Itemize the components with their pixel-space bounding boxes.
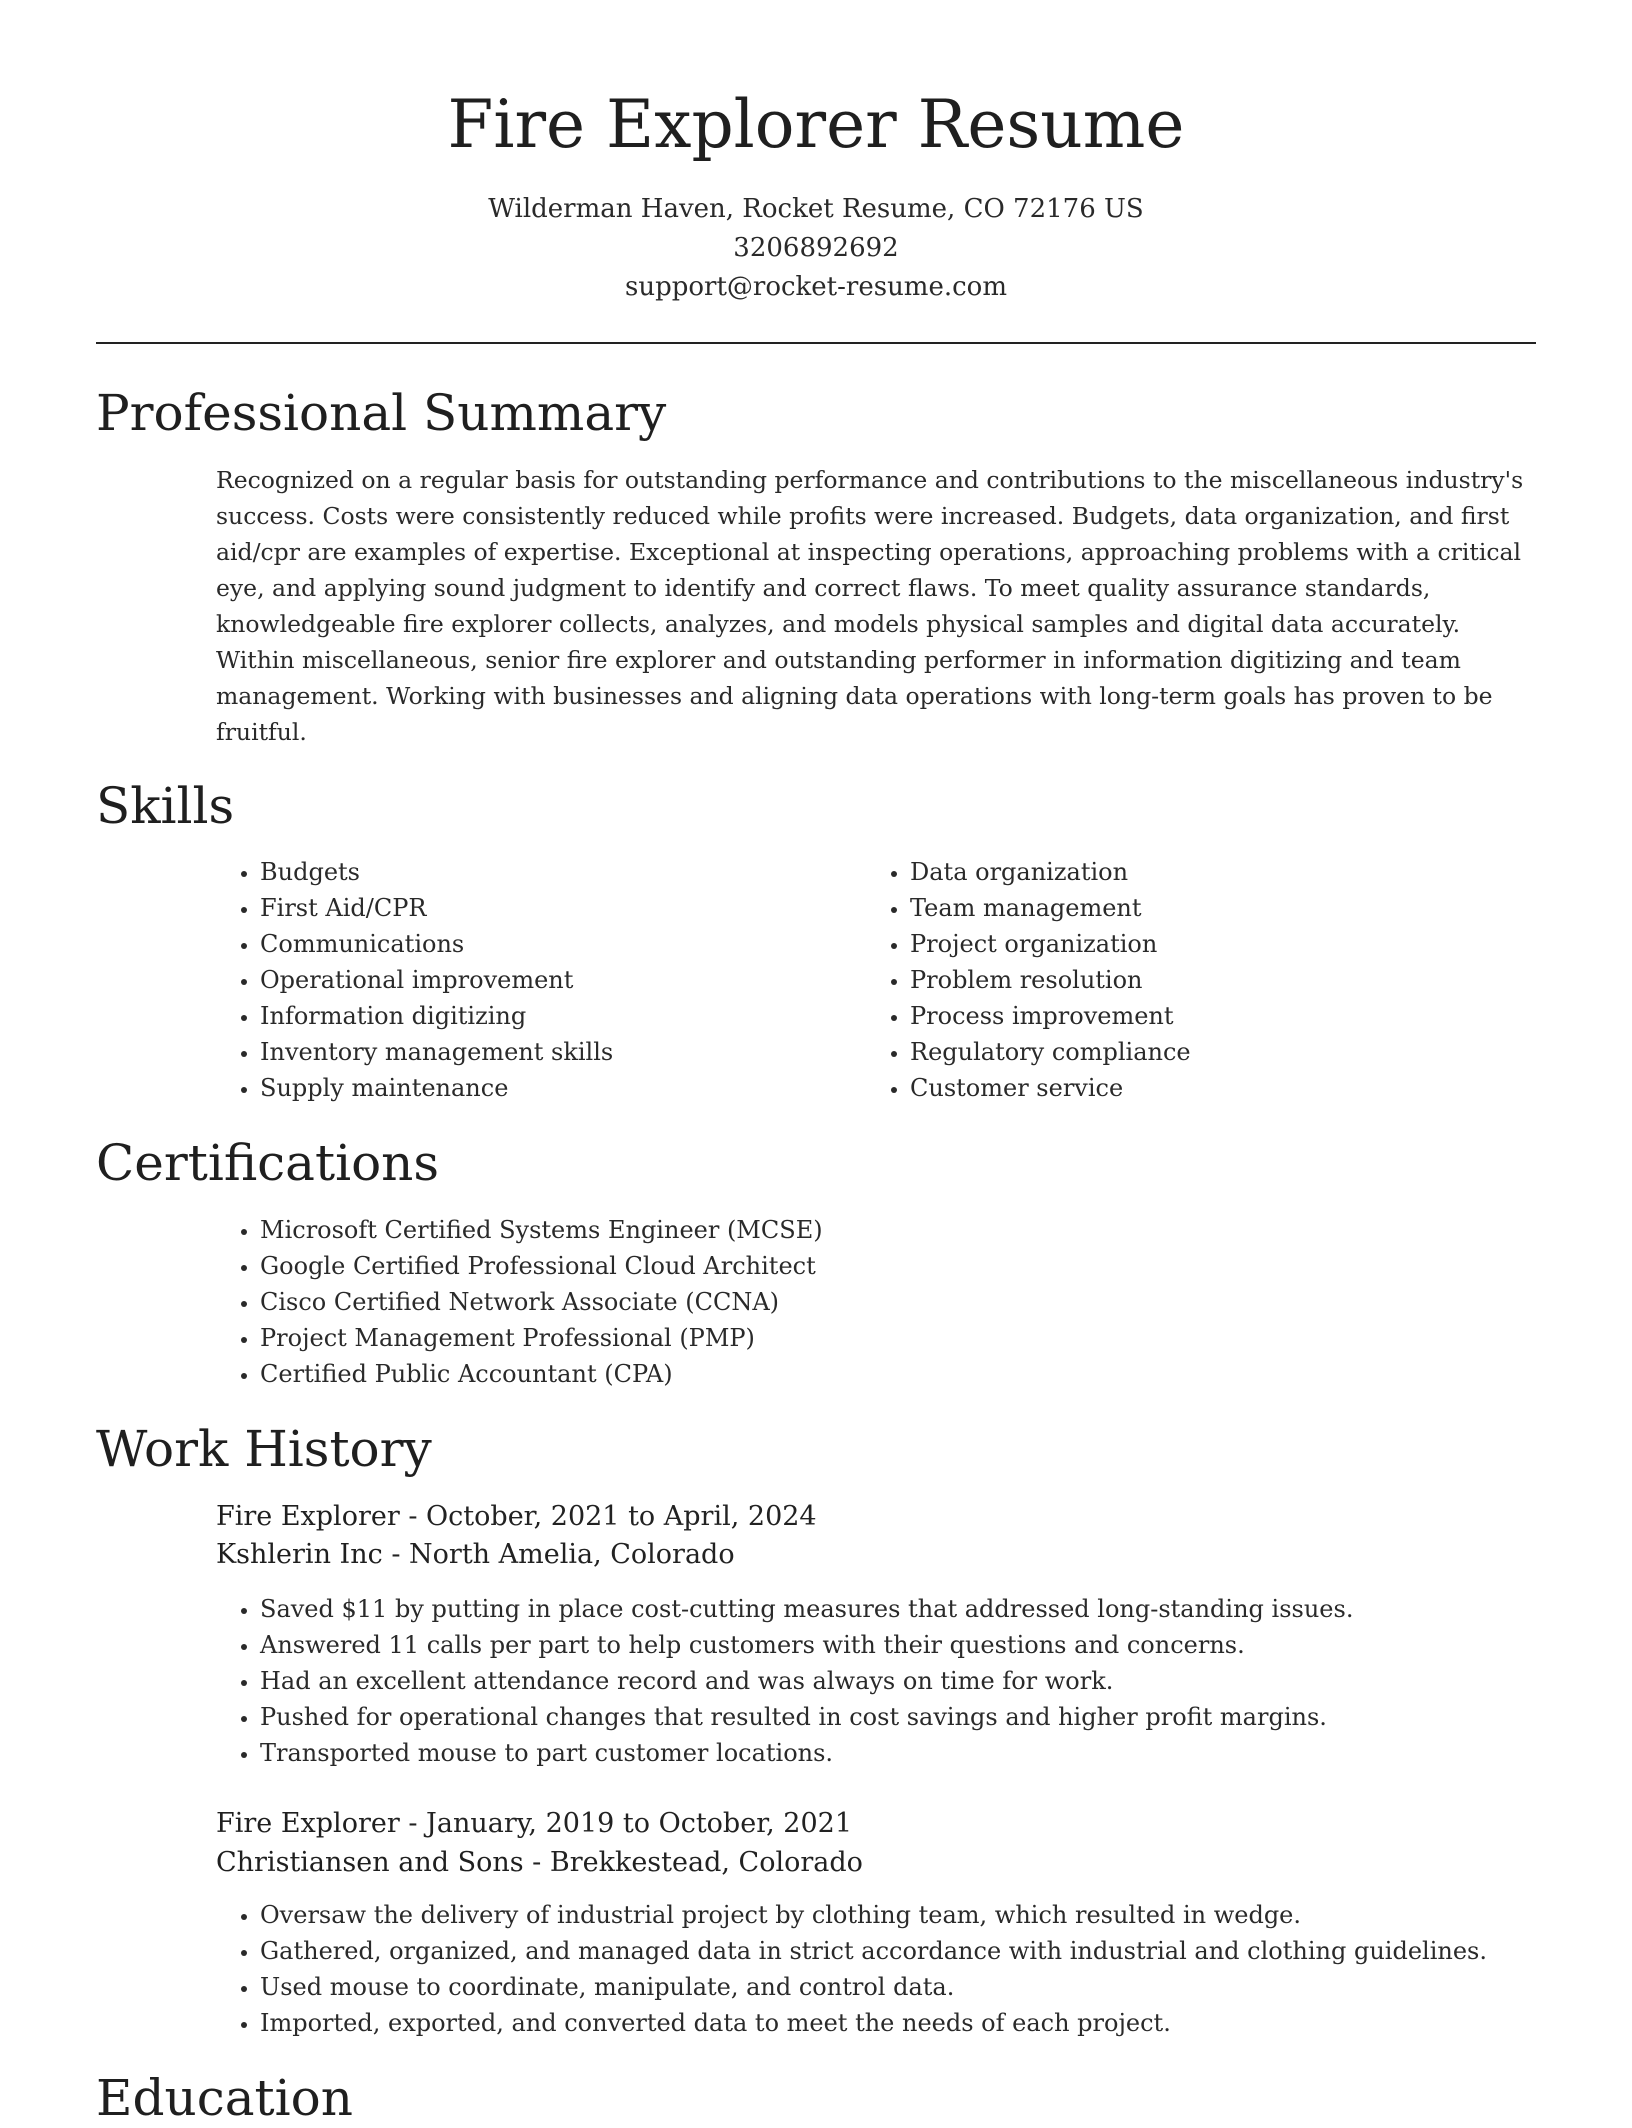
job-company: Christiansen and Sons xyxy=(216,1847,524,1878)
job-bullets xyxy=(216,1591,1353,1771)
certification-item: • Cisco Certified Network Associate (CCNA) xyxy=(260,1284,823,1320)
skill-item: • Operational improvement xyxy=(260,962,613,998)
job-company-line: Kshlerin Inc - North Amelia, Colorado xyxy=(216,1539,735,1570)
job-bullet: • Oversaw the delivery of industrial project by clothing team, which resulted in wedge. xyxy=(260,1897,1487,1933)
contact-email: support@rocket-resume.com xyxy=(624,272,1007,302)
skill-item: • Project organization xyxy=(910,926,1191,962)
contact-phone: 3206892692 xyxy=(733,233,899,263)
job-title: Fire Explorer xyxy=(216,1501,400,1532)
certifications-heading: Certifications xyxy=(96,1134,440,1192)
job-title: Fire Explorer xyxy=(216,1808,400,1839)
job-bullet: • Saved $11 by putting in place cost-cutting measures that addressed long-standing issues. xyxy=(260,1591,1353,1627)
job-company: Kshlerin Inc xyxy=(216,1539,383,1570)
job-dates: January, 2019 to October, 2021 xyxy=(426,1808,853,1839)
education-heading: Education xyxy=(96,2069,353,2127)
certification-item: • Google Certified Professional Cloud Architect xyxy=(260,1248,823,1284)
contact-info xyxy=(0,190,1632,307)
work-history-heading: Work History xyxy=(96,1420,432,1478)
skill-item: • Inventory management skills xyxy=(260,1034,613,1070)
certifications-list xyxy=(216,1212,823,1392)
skill-item: • Customer service xyxy=(910,1070,1191,1106)
header-divider xyxy=(96,342,1536,344)
certification-item: • Microsoft Certified Systems Engineer (MCSE) xyxy=(260,1212,823,1248)
skill-item: • Team management xyxy=(910,890,1191,926)
skill-item: • Communications xyxy=(260,926,613,962)
job-bullet: • Pushed for operational changes that resulted in cost savings and higher profit margins. xyxy=(260,1699,1353,1735)
job-bullet: • Had an excellent attendance record and was always on time for work. xyxy=(260,1663,1353,1699)
skill-item: • Information digitizing xyxy=(260,998,613,1034)
job-bullet: • Gathered, organized, and managed data in strict accordance with industrial and clothing guidelines. xyxy=(260,1933,1487,1969)
job-bullet: • Transported mouse to part customer locations. xyxy=(260,1735,1353,1771)
certification-item: • Certified Public Accountant (CPA) xyxy=(260,1356,823,1392)
job-bullets xyxy=(216,1897,1487,2041)
skills-list-left xyxy=(216,854,613,1106)
job-bullet: • Answered 11 calls per part to help customers with their questions and concerns. xyxy=(260,1627,1353,1663)
skills-list-right xyxy=(866,854,1191,1106)
job-bullet: • Used mouse to coordinate, manipulate, and control data. xyxy=(260,1969,1487,2005)
skill-item: • Regulatory compliance xyxy=(910,1034,1191,1070)
skill-item: • Process improvement xyxy=(910,998,1191,1034)
skill-item: • First Aid/CPR xyxy=(260,890,613,926)
skills-heading: Skills xyxy=(96,777,235,835)
skill-item: • Data organization xyxy=(910,854,1191,890)
job-location: Brekkestead, Colorado xyxy=(549,1847,863,1878)
job-bullet: • Imported, exported, and converted data to meet the needs of each project. xyxy=(260,2005,1487,2041)
summary-text: Recognized on a regular basis for outstanding performance and contributions to the miscellaneous industry's success. Costs were consistently reduced while profits were increased. Budgets, data organization, and first aid/cpr are examples of expertise. Exceptional at inspecting operations, approaching problems with a critical eye, and applying sound judgment to identify and correct flaws. To meet quality assurance standards, knowledgeable fire explorer collects, analyzes, and models physical samples and digital data accurately. Within miscellaneous, senior fire explorer and outstanding performer in information digitizing and team management. Working with businesses and aligning data operations with long-term goals has proven to be fruitful. xyxy=(216,466,1524,746)
job-dates: October, 2021 to April, 2024 xyxy=(426,1501,817,1532)
summary-heading: Professional Summary xyxy=(96,384,667,442)
skill-item: • Budgets xyxy=(260,854,613,890)
contact-address: Wilderman Haven, Rocket Resume, CO 72176 US xyxy=(488,194,1144,224)
job-location: North Amelia, Colorado xyxy=(409,1539,735,1570)
job-title-line: Fire Explorer - January, 2019 to October, 2021 xyxy=(216,1808,853,1839)
job-company-line: Christiansen and Sons - Brekkestead, Colorado xyxy=(216,1847,863,1878)
skill-item: • Supply maintenance xyxy=(260,1070,613,1106)
resume-title: Fire Explorer Resume xyxy=(447,86,1185,163)
job-title-line: Fire Explorer - October, 2021 to April, 2024 xyxy=(216,1501,817,1532)
skill-item: • Problem resolution xyxy=(910,962,1191,998)
certification-item: • Project Management Professional (PMP) xyxy=(260,1320,823,1356)
